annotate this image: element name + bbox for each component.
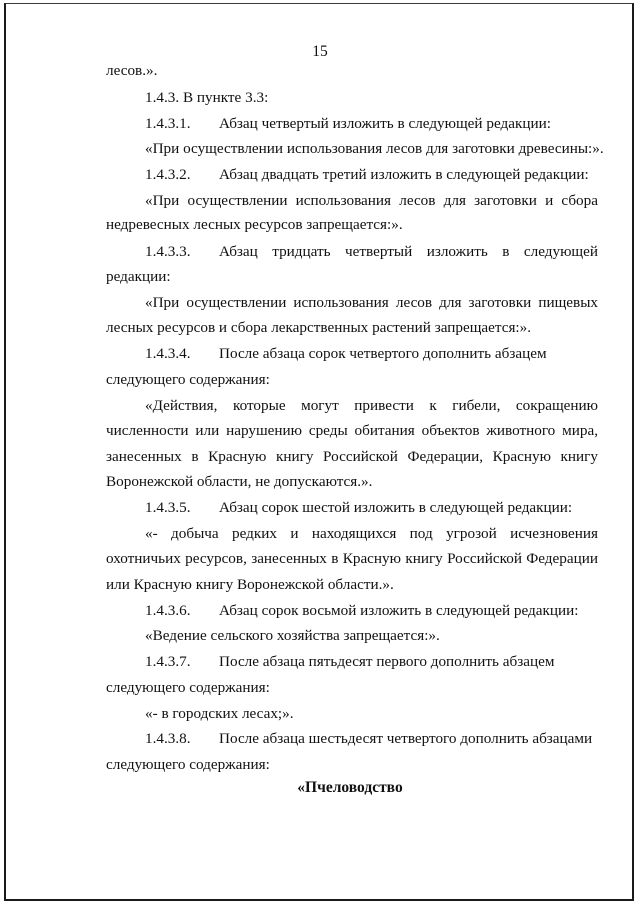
text-line: следующего содержания:	[106, 371, 270, 388]
page-number: 15	[312, 43, 328, 60]
clause-number: 1.4.3.6.	[145, 602, 191, 619]
clause-line	[145, 243, 598, 261]
clause-text: Абзац тридцать четвертый изложить в следующей	[219, 243, 598, 260]
text-line: лесов.».	[106, 62, 158, 79]
clause-number: 1.4.3.4.	[145, 345, 191, 362]
text-line: лесных ресурсов и сбора лекарственных растений запрещается:».	[106, 319, 532, 336]
text-line: занесенных в Красную книгу Российской Федерации, Красную книгу	[106, 448, 598, 465]
clause-line	[145, 653, 598, 671]
clause-text: Абзац сорок шестой изложить в следующей редакции:	[219, 499, 573, 516]
text-line: 1.4.3. В пункте 3.3:	[145, 89, 269, 106]
clause-text: После абзаца шестьдесят четвертого дополнить абзацами	[219, 730, 593, 747]
text-line: «- добыча редких и находящихся под угрозой исчезновения	[145, 525, 598, 542]
text-line: следующего содержания:	[106, 679, 270, 696]
text-line: «Действия, которые могут привести к гибели, сокращению	[145, 397, 598, 414]
clause-line	[145, 499, 598, 517]
section-heading: «Пчеловодство	[297, 779, 403, 796]
clause-text: После абзаца пятьдесят первого дополнить абзацем	[219, 653, 555, 670]
clause-line	[145, 166, 598, 184]
text-line: «При осуществлении использования лесов для заготовки древесины:».	[145, 140, 604, 157]
clause-text: Абзац двадцать третий изложить в следующей редакции:	[219, 166, 589, 183]
clause-number: 1.4.3.7.	[145, 653, 191, 670]
text-line: «При осуществлении использования лесов для заготовки и сбора	[145, 192, 598, 209]
clause-text: Абзац сорок восьмой изложить в следующей редакции:	[219, 602, 579, 619]
clause-number: 1.4.3.5.	[145, 499, 191, 516]
clause-line	[145, 115, 598, 133]
clause-text: Абзац четвертый изложить в следующей редакции:	[219, 115, 551, 132]
text-line: численности или нарушению среды обитания объектов животного мира,	[106, 422, 598, 439]
clause-number: 1.4.3.1.	[145, 115, 191, 132]
text-line: «При осуществлении использования лесов для заготовки пищевых	[145, 294, 598, 311]
clause-number: 1.4.3.8.	[145, 730, 191, 747]
clause-line	[145, 730, 598, 748]
text-line: охотничьих ресурсов, занесенных в Красную книгу Российской Федерации	[106, 550, 598, 567]
clause-line	[145, 602, 598, 620]
text-line: следующего содержания:	[106, 756, 270, 773]
clause-number: 1.4.3.3.	[145, 243, 191, 260]
text-line: «- в городских лесах;».	[145, 705, 294, 722]
clause-number: 1.4.3.2.	[145, 166, 191, 183]
text-line: или Красную книгу Воронежской области.».	[106, 576, 394, 593]
text-line: редакции:	[106, 268, 171, 285]
text-line: «Ведение сельского хозяйства запрещается:».	[145, 627, 440, 644]
clause-line	[145, 345, 598, 363]
text-line: Воронежской области, не допускаются.».	[106, 473, 373, 490]
text-line: недревесных лесных ресурсов запрещается:».	[106, 216, 403, 233]
clause-text: После абзаца сорок четвертого дополнить абзацем	[219, 345, 547, 362]
